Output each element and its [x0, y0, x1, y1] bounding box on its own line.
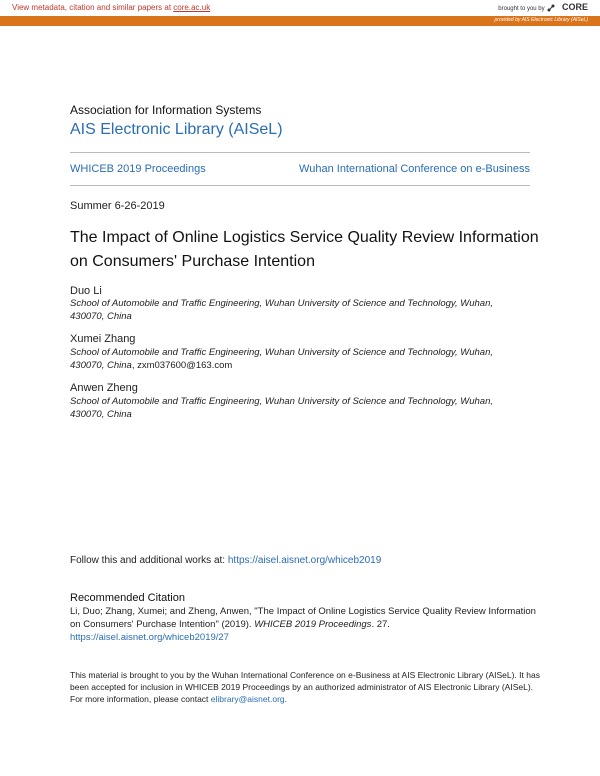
- conference-link[interactable]: Wuhan International Conference on e-Business: [299, 163, 530, 175]
- divider: [70, 185, 530, 186]
- author-name: Duo Li: [70, 285, 102, 297]
- publication-date: Summer 6-26-2019: [70, 200, 165, 212]
- citation-journal: WHICEB 2019 Proceedings: [254, 619, 372, 630]
- paper-title: The Impact of Online Logistics Service Quality Review Information on Consumers' Purchase Intention: [70, 229, 539, 270]
- proceedings-link[interactable]: WHICEB 2019 Proceedings: [70, 163, 206, 175]
- core-link[interactable]: core.ac.uk: [173, 3, 211, 12]
- author-affiliation: [70, 297, 520, 323]
- provided-by: provided by AIS Electronic Library (AISeL): [494, 17, 588, 23]
- footer-notice: [70, 669, 540, 705]
- metadata-text: View metadata, citation and similar papers at: [12, 3, 174, 12]
- core-label: CORE: [561, 2, 588, 12]
- metadata-notice: [12, 3, 210, 12]
- collection-link[interactable]: https://aisel.aisnet.org/whiceb2019: [227, 555, 382, 566]
- provider-strip: [0, 16, 600, 26]
- author-affiliation: [70, 395, 520, 421]
- brought-by-text: brought to you by: [498, 6, 545, 12]
- affiliation-text: School of Automobile and Traffic Engineering, Wuhan University of Science and Technology, Wuhan, 430070, China: [70, 347, 493, 371]
- affiliation-text: School of Automobile and Traffic Engineering, Wuhan University of Science and Technology, Wuhan, 430070, China: [70, 396, 493, 420]
- affiliation-text: School of Automobile and Traffic Engineering, Wuhan University of Science and Technology, Wuhan, 430070, China: [70, 298, 493, 322]
- author-name: Xumei Zhang: [70, 333, 136, 345]
- citation-link[interactable]: https://aisel.aisnet.org/whiceb2019/27: [70, 632, 229, 643]
- citation-text: Li, Duo; Zhang, Xumei; and Zheng, Anwen, "The Impact of Online Logistics Service Quality Review Information on Consumers' Purchase Intention" (2019).: [70, 606, 536, 630]
- association-name: Association for Information Systems: [70, 103, 262, 117]
- author-affiliation: [70, 346, 520, 372]
- follow-text: Follow this and additional works at:: [70, 555, 228, 566]
- author-name: Anwen Zheng: [70, 382, 138, 394]
- footer-text: This material is brought to you by the Wuhan International Conference on e-Business at AIS Electronic Library (AISeL). It has been accepted for inclusion in WHICEB 2019 Proceedings by an authorized administrator of AIS Electronic Library (AISeL). For more information, please contact: [70, 670, 540, 704]
- contact-email-link[interactable]: elibrary@aisnet.org: [210, 694, 285, 704]
- divider: [70, 152, 530, 153]
- follow-line: [70, 555, 381, 566]
- citation-number: . 27.: [371, 619, 390, 630]
- author-email: , zxm037600@163.com: [131, 360, 233, 371]
- core-logo-icon: [546, 3, 556, 13]
- citation-body: [70, 605, 540, 644]
- brought-by: [498, 2, 588, 13]
- core-banner: [0, 0, 600, 17]
- footer-end: .: [284, 694, 287, 704]
- citation-heading: Recommended Citation: [70, 592, 185, 604]
- library-link[interactable]: AIS Electronic Library (AISeL): [70, 121, 283, 138]
